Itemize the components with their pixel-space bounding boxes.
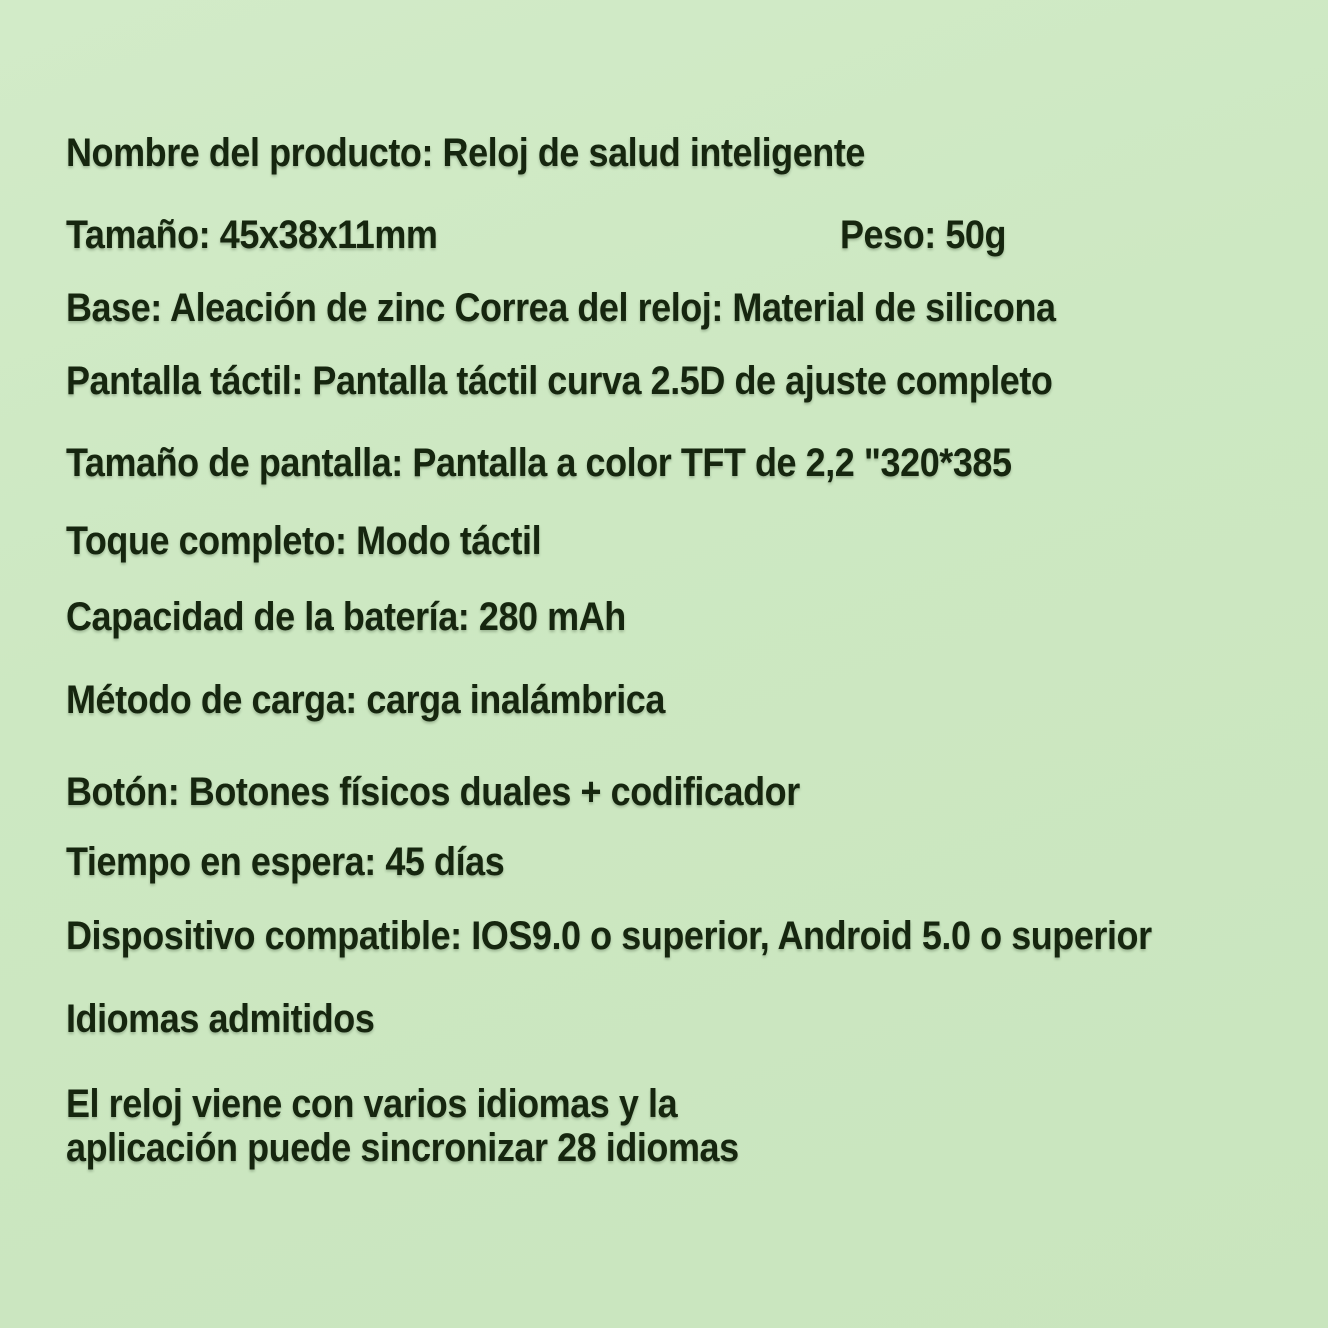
spec-standby-time: Tiempo en espera: 45 días xyxy=(66,840,505,884)
spec-buttons: Botón: Botones físicos duales + codificador xyxy=(66,770,800,814)
spec-languages-heading: Idiomas admitidos xyxy=(66,997,375,1041)
spec-touch-screen: Pantalla táctil: Pantalla táctil curva 2.5D de ajuste completo xyxy=(66,359,1053,403)
spec-languages-note xyxy=(66,1082,739,1170)
spec-battery-capacity: Capacidad de la batería: 280 mAh xyxy=(66,595,626,639)
spec-product-name: Nombre del producto: Reloj de salud inteligente xyxy=(66,131,865,175)
spec-full-touch: Toque completo: Modo táctil xyxy=(66,519,542,563)
spec-weight: Peso: 50g xyxy=(840,213,1007,257)
spec-screen-size: Tamaño de pantalla: Pantalla a color TFT de 2,2 "320*385 xyxy=(66,441,1012,485)
spec-languages-note-line1: El reloj viene con varios idiomas y la xyxy=(66,1082,678,1126)
spec-compatible-devices: Dispositivo compatible: IOS9.0 o superior, Android 5.0 o superior xyxy=(66,914,1152,958)
spec-base-and-strap: Base: Aleación de zinc Correa del reloj: Material de silicona xyxy=(66,286,1056,330)
spec-size: Tamaño: 45x38x11mm xyxy=(66,213,438,257)
spec-charging-method: Método de carga: carga inalámbrica xyxy=(66,678,665,722)
spec-languages-note-line2: aplicación puede sincronizar 28 idiomas xyxy=(66,1126,739,1170)
